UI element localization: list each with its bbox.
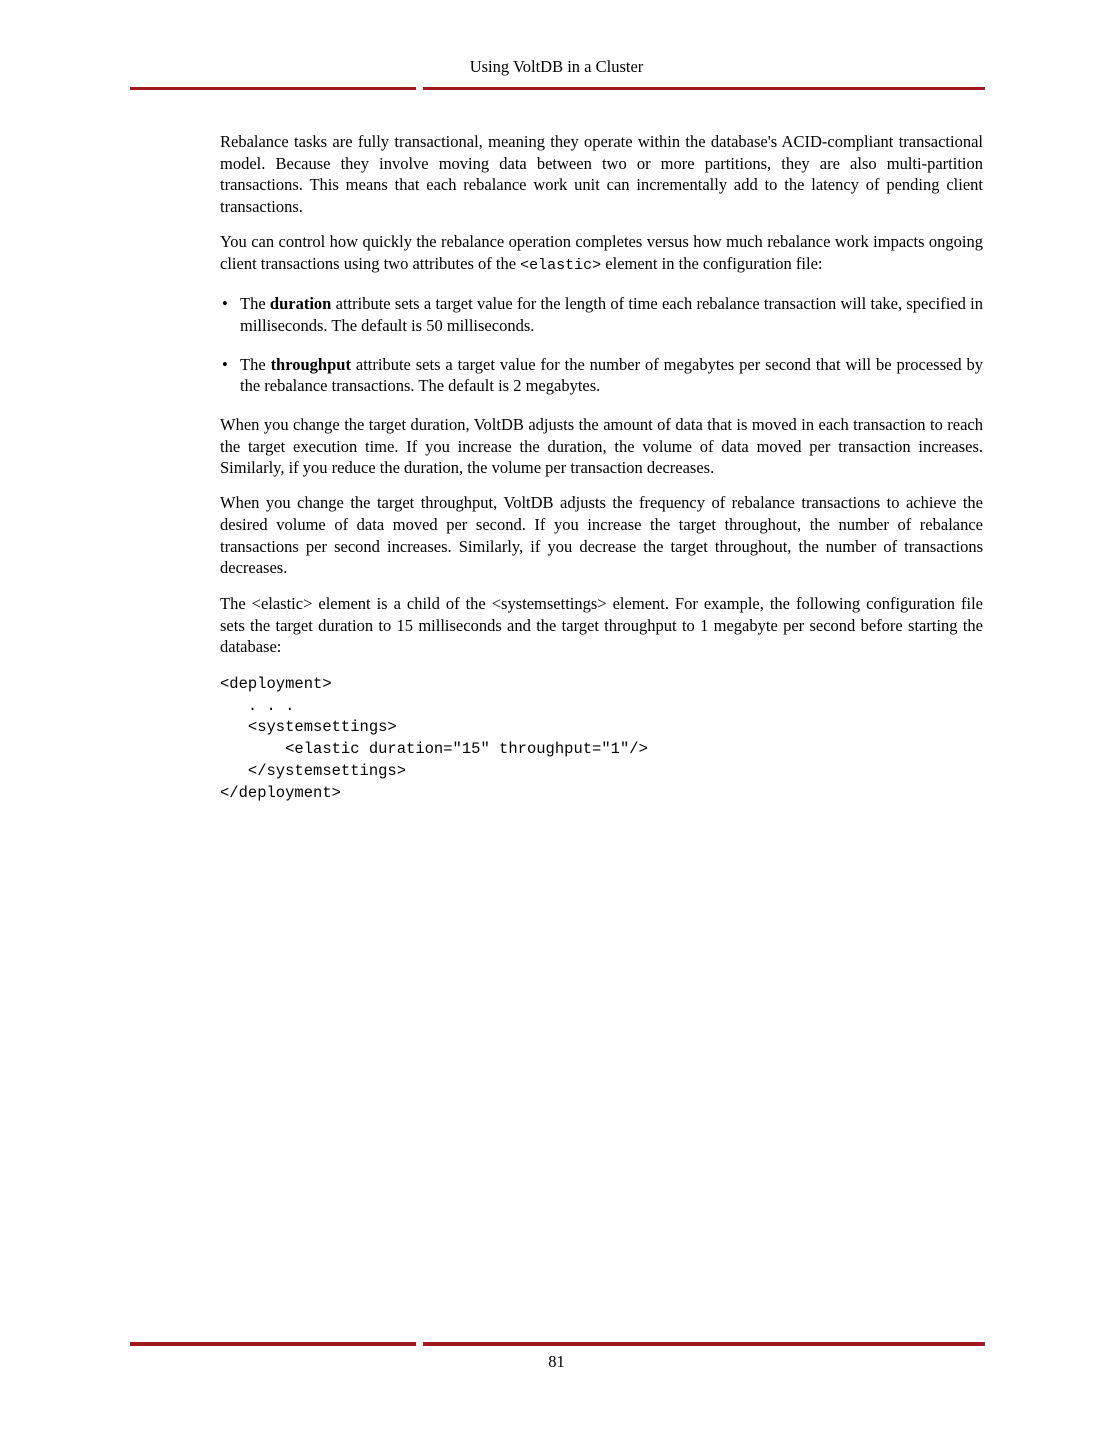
list-item-throughput bbox=[220, 354, 983, 397]
paragraph-target-duration: When you change the target duration, VoltDB adjusts the amount of data that is moved in each transaction to reach the target execution time. If you increase the duration, the volume of data moved per transaction increases. Similarly, if you reduce the duration, the volume per transaction decreases. bbox=[220, 415, 983, 478]
footer-rule bbox=[130, 1342, 985, 1346]
footer-rule-left-segment bbox=[130, 1342, 416, 1346]
paragraph-text: element in the configuration file: bbox=[601, 253, 823, 273]
list-item-text: attribute sets a target value for the length of time each rebalance transaction will take, specified in milliseconds. The default is 50 milliseconds. bbox=[240, 294, 983, 335]
list-item-text: attribute sets a target value for the number of megabytes per second that will be processed by the rebalance transactions. The default is 2 megabytes. bbox=[240, 354, 983, 396]
paragraph-control-rebalance bbox=[220, 231, 983, 276]
attribute-bullet-list bbox=[220, 293, 983, 397]
footer-rule-right-segment bbox=[423, 1342, 985, 1346]
header-rule-gap bbox=[416, 87, 423, 90]
header-title: Using VoltDB in a Cluster bbox=[469, 57, 644, 76]
paragraph-target-throughput: When you change the target throughput, VoltDB adjusts the frequency of rebalance transactions to achieve the desired volume of data moved per second. If you increase the target throughout, the number of rebalance transactions per second increases. Similarly, if you decrease the target throughout, the number of transactions decreases. bbox=[220, 493, 983, 578]
code-block-deployment-xml: <deployment> . . . <systemsettings> <elastic duration="15" throughput="1"/> </systemsettings> </deployment> bbox=[220, 675, 648, 802]
paragraph-elastic-child: The <elastic> element is a child of the <systemsettings> element. For example, the following configuration file sets the target duration to 15 milliseconds and the target throughput to 1 megabyte per second before starting the database: bbox=[220, 593, 983, 657]
header-rule bbox=[130, 87, 985, 90]
footer-rule-gap bbox=[416, 1342, 423, 1346]
page-content bbox=[220, 131, 983, 804]
term-duration: duration bbox=[269, 294, 332, 314]
header-rule-right-segment bbox=[423, 87, 985, 90]
paragraph-rebalance-transactional: Rebalance tasks are fully transactional, meaning they operate within the database's ACID-compliant transactional model. Because they involve moving data between two or more partitions, they are also multi-partition transactions. This means that each rebalance work unit can incrementally add to the latency of pending client transactions. bbox=[220, 132, 983, 217]
page-number: 81 bbox=[548, 1352, 565, 1371]
list-item-text: The bbox=[240, 294, 270, 314]
header-rule-left-segment bbox=[130, 87, 416, 90]
paragraph-text: You can control how quickly the rebalance operation completes versus how much rebalance work impacts ongoing client transactions using two attributes of the bbox=[220, 231, 983, 273]
bullet-marker: • bbox=[222, 294, 228, 314]
inline-code-elastic: <elastic> bbox=[520, 256, 602, 274]
bullet-marker: • bbox=[222, 354, 228, 374]
term-throughput: throughput bbox=[270, 354, 351, 374]
list-item-text: The bbox=[240, 354, 271, 374]
list-item-duration bbox=[220, 293, 983, 336]
